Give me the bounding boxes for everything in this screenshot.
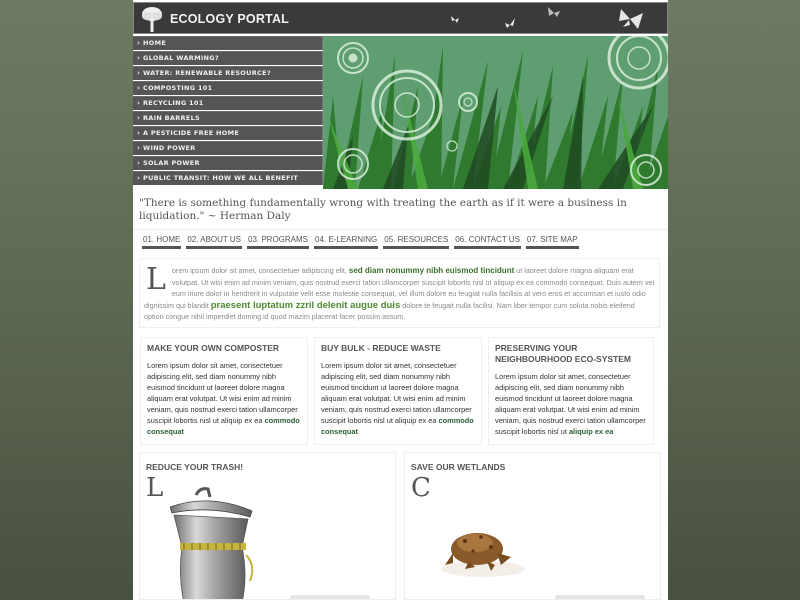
sidebar-item-wind-power[interactable] bbox=[133, 141, 323, 155]
tab-site-map[interactable]: 07. SITE MAP bbox=[526, 234, 579, 249]
card-link[interactable]: commodo consequat bbox=[147, 416, 300, 436]
drop-cap: L bbox=[146, 473, 164, 503]
chevron-right-icon: › bbox=[137, 54, 141, 62]
sidebar-item-public-transit[interactable] bbox=[133, 171, 323, 185]
tab-resources[interactable]: 05. RESOURCES bbox=[383, 234, 449, 249]
card-buy-bulk bbox=[314, 337, 482, 445]
butterfly-icon bbox=[618, 7, 644, 31]
chevron-right-icon: › bbox=[137, 84, 141, 92]
sidebar-item-recycling[interactable] bbox=[133, 96, 323, 110]
top-nav bbox=[142, 234, 584, 250]
card-text: Lorem ipsum dolor sit amet, consectetuer adipiscing elit, sed diam nonummy nibh euismod tincidunt ut laoreet dolore magna aliquam erat volutpat. Ut wisi enim ad minim veniam, quis nostrud exerci tation ullamcorper suscipit lobortis nisl ut bbox=[495, 372, 646, 436]
site-title[interactable]: ECOLOGY PORTAL bbox=[170, 12, 290, 26]
chevron-right-icon: › bbox=[137, 129, 141, 137]
drop-cap: C bbox=[411, 473, 431, 503]
article-cards bbox=[140, 337, 661, 445]
card-link[interactable]: commodo consequat bbox=[321, 416, 474, 436]
grass-illustration bbox=[323, 36, 668, 189]
card-text: Lorem ipsum dolor sit amet, consectetuer adipiscing elit, sed diam nonummy nibh euismod tincidunt ut laoreet dolore magna aliquam erat volutpat. Ut wisi enim ad minim veniam, quis nostrud exerci tation ullamcorper suscipit lobortis nisl ut aliquip ex ea bbox=[147, 361, 298, 425]
card-text: Lorem ipsum dolor sit amet, consectetuer adipiscing elit, sed diam nonummy nibh euismod tincidunt ut laoreet dolore magna aliquam erat volutpat. Ut wisi enim ad minim veniam, quis nostrud exerci tation ullamcorper suscipit lobortis nisl ut aliquip ex ea bbox=[321, 361, 472, 425]
sidebar-item-home[interactable] bbox=[133, 36, 323, 50]
sidebar-item-solar-power[interactable] bbox=[133, 156, 323, 170]
card-link[interactable]: aliquip ex ea bbox=[568, 427, 614, 436]
sidebar-item-pesticide-free[interactable] bbox=[133, 126, 323, 140]
sidebar-item-label: RECYCLING 101 bbox=[143, 99, 204, 107]
clipped-text bbox=[290, 595, 370, 600]
chevron-right-icon: › bbox=[137, 114, 141, 122]
sidebar-item-rain-barrels[interactable] bbox=[133, 111, 323, 125]
chevron-right-icon: › bbox=[137, 69, 141, 77]
card-body bbox=[321, 360, 475, 437]
sidebar-nav bbox=[133, 36, 323, 188]
page-container bbox=[133, 0, 668, 600]
butterfly-icon bbox=[450, 15, 460, 25]
chevron-right-icon: › bbox=[137, 99, 141, 107]
intro-highlight: sed diam nonummy nibh euismod tincidunt bbox=[348, 266, 515, 275]
hero-grass-image bbox=[323, 36, 668, 189]
chevron-right-icon: › bbox=[137, 39, 141, 47]
tab-e-learning[interactable]: 04. E-LEARNING bbox=[314, 234, 378, 249]
tab-programs[interactable]: 03. PROGRAMS bbox=[247, 234, 309, 249]
sidebar-item-label: COMPOSTING 101 bbox=[143, 84, 213, 92]
feature-title[interactable]: REDUCE YOUR TRASH! bbox=[146, 462, 244, 472]
toad-image bbox=[435, 521, 535, 581]
feature-reduce-trash bbox=[139, 452, 396, 600]
chevron-right-icon: › bbox=[137, 144, 141, 152]
sidebar-item-label: SOLAR POWER bbox=[143, 159, 200, 167]
sidebar-item-water[interactable] bbox=[133, 66, 323, 80]
sidebar-item-label: PUBLIC TRANSIT: HOW WE ALL BENEFIT bbox=[143, 174, 299, 182]
sidebar-item-label: A PESTICIDE FREE HOME bbox=[143, 129, 240, 137]
divider bbox=[133, 229, 668, 230]
chevron-right-icon: › bbox=[137, 174, 141, 182]
intro-text: orem ipsum dolor sit amet, consectetuer adipiscing elit, bbox=[171, 266, 349, 275]
intro-section bbox=[139, 258, 660, 328]
card-body bbox=[495, 371, 647, 437]
sidebar-item-label: RAIN BARRELS bbox=[143, 114, 201, 122]
tab-home[interactable]: 01. HOME bbox=[142, 234, 181, 249]
tab-about-us[interactable]: 02. ABOUT US bbox=[186, 234, 242, 249]
sidebar-item-label: HOME bbox=[143, 39, 167, 47]
sidebar-item-label: WATER: RENEWABLE RESOURCE? bbox=[143, 69, 271, 77]
butterfly-icon bbox=[547, 6, 561, 20]
tab-contact-us[interactable]: 06. CONTACT US bbox=[454, 234, 521, 249]
feature-title[interactable]: SAVE OUR WETLANDS bbox=[411, 462, 506, 472]
intro-highlight: praesent luptatum zzril delenit augue duis bbox=[210, 299, 401, 311]
sidebar-item-label: WIND POWER bbox=[143, 144, 196, 152]
sidebar-item-global-warming[interactable] bbox=[133, 51, 323, 65]
clipped-text bbox=[555, 595, 645, 600]
butterfly-icon bbox=[504, 17, 516, 29]
card-composter bbox=[140, 337, 308, 445]
card-title[interactable]: PRESERVING YOUR NEIGHBOURHOOD ECO-SYSTEM bbox=[495, 343, 632, 364]
tree-icon bbox=[141, 6, 163, 32]
feature-save-wetlands bbox=[404, 452, 661, 600]
card-title[interactable]: BUY BULK - REDUCE WASTE bbox=[321, 343, 441, 353]
intro-text: ut laoreet dolore magna aliquam erat volutpat. Ut wisi enim ad minim veniam, quis nostrud exerci tation ullamcorper suscipit lobortis nisl ut aliquip ex ea commodo consequat. Duis autem vel eum iriure dolor in hendrerit in vulputate velit esse molestie consequat, vel illum dolore eu feugiat nulla facilisis at vero eros et accumsan et iusto odio dignissim qui blandit bbox=[144, 266, 655, 310]
intro-text: dolore te feugait nulla facilisi. Nam liber tempor cum soluta nobis eleifend option congue nihil imperdiet doming id quod mazim placerat facer possim assum. bbox=[144, 300, 635, 321]
sidebar-item-composting[interactable] bbox=[133, 81, 323, 95]
card-title[interactable]: MAKE YOUR OWN COMPOSTER bbox=[147, 343, 280, 353]
chevron-right-icon: › bbox=[137, 159, 141, 167]
card-body bbox=[147, 360, 301, 437]
card-eco-system bbox=[488, 337, 654, 445]
site-header bbox=[133, 2, 668, 34]
quote-text: "There is something fundamentally wrong with treating the earth as if it were a business in liquidation." ~ Herman Daly bbox=[139, 197, 627, 222]
sidebar-item-label: GLOBAL WARMING? bbox=[143, 54, 220, 62]
drop-cap: L bbox=[146, 262, 166, 297]
trash-can-image bbox=[170, 485, 260, 600]
